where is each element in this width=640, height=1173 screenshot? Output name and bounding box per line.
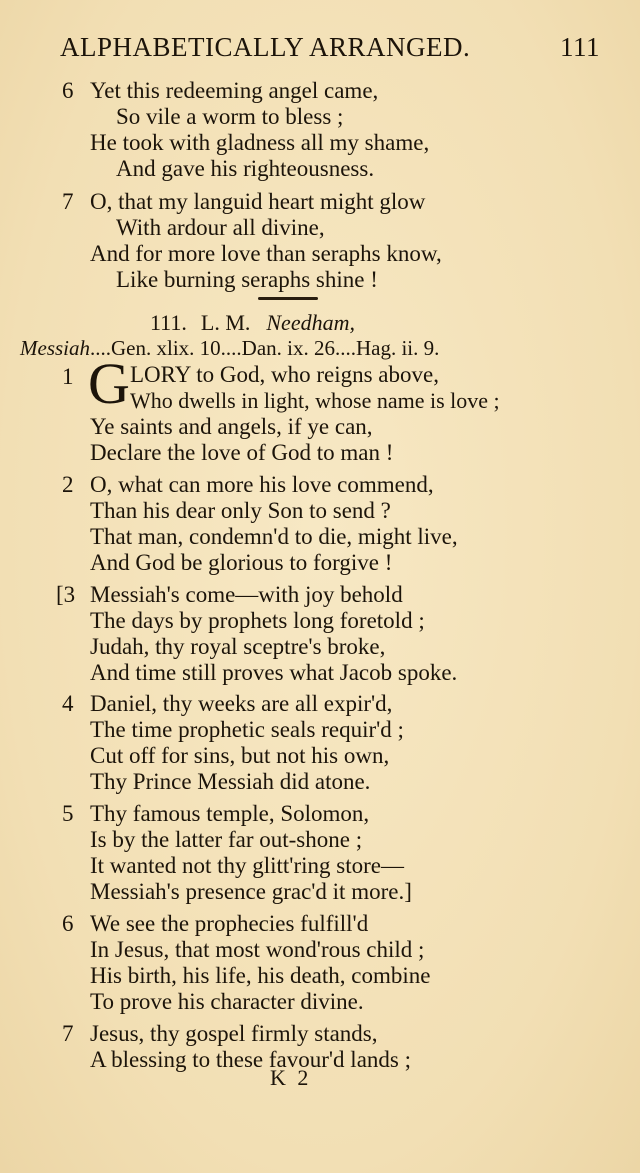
verse-line: And time still proves what Jacob spoke. [90, 660, 458, 685]
verse-line: To prove his character divine. [90, 989, 364, 1014]
verse-line: Thy Prince Messiah did atone. [90, 769, 371, 794]
verse-line: It wanted not thy glitt'ring store— [90, 853, 404, 878]
verse-line: The time prophetic seals requir'd ; [90, 717, 404, 742]
references-text: ....Gen. xlix. 10....Dan. ix. 26....Hag. ii. 9. [90, 336, 440, 360]
verse-line: Like burning seraphs shine ! [116, 267, 378, 292]
verse-line: Thy famous temple, Solomon, [90, 801, 370, 826]
hymn-meter: L. M. [200, 310, 251, 335]
running-title: ALPHABETICALLY ARRANGED. [60, 32, 471, 62]
verse-line: His birth, his life, his death, combine [90, 963, 431, 988]
stanza-number: 2 [62, 472, 74, 497]
verse-line: Judah, thy royal sceptre's broke, [90, 634, 386, 659]
verse-line: Than his dear only Son to send ? [90, 498, 391, 523]
verse-line: We see the prophecies fulfill'd [90, 911, 369, 936]
verse-line: And for more love than seraphs know, [90, 241, 442, 266]
signature-mark: K 2 [270, 1065, 312, 1090]
verse-line: And gave his righteousness. [116, 156, 375, 181]
verse-line: The days by prophets long foretold ; [90, 608, 425, 633]
verse-line: He took with gladness all my shame, [90, 130, 430, 155]
stanza-number: 7 [62, 189, 74, 214]
verse-line: Jesus, thy gospel firmly stands, [90, 1021, 378, 1046]
scripture-references [20, 336, 439, 361]
verse-line: So vile a worm to bless ; [116, 104, 344, 129]
stanza-number: 4 [62, 691, 74, 716]
verse-line: Yet this redeeming angel came, [90, 78, 379, 103]
verse-line: Who dwells in light, whose name is love ; [130, 388, 500, 413]
verse-line: Daniel, thy weeks are all expir'd, [90, 691, 393, 716]
verse-line: Messiah's presence grac'd it more.] [90, 879, 412, 904]
verse-line: O, what can more his love commend, [90, 472, 434, 497]
stanza-number: 6 [62, 911, 74, 936]
verse-line: Ye saints and angels, if ye can, [90, 414, 373, 439]
stanza-number: 1 [62, 364, 74, 389]
verse-line: A blessing to these favour'd lands ; [90, 1047, 411, 1072]
verse-line: Cut off for sins, but not his own, [90, 743, 390, 768]
verse-line: LORY to God, who reigns above, [130, 362, 439, 387]
hymn-tune: Needham, [266, 310, 355, 335]
verse-line: Declare the love of God to man ! [90, 440, 394, 465]
page-number: 111 [560, 32, 600, 62]
verse-line: O, that my languid heart might glow [90, 189, 426, 214]
section-divider [258, 297, 318, 300]
verse-line: Is by the latter far out-shone ; [90, 827, 363, 852]
verse-line: In Jesus, that most wond'rous child ; [90, 937, 425, 962]
stanza-number: 7 [62, 1021, 74, 1046]
stanza-number: 5 [62, 801, 74, 826]
drop-cap: G [88, 351, 130, 416]
verse-line: And God be glorious to forgive ! [90, 550, 393, 575]
verse-line: Messiah's come—with joy behold [90, 582, 403, 607]
running-header [60, 32, 600, 63]
hymn-number: 111. [150, 310, 187, 335]
verse-line: That man, condemn'd to die, might live, [90, 524, 458, 549]
hymn-subject: Messiah [20, 336, 90, 360]
stanza-number: [3 [56, 582, 76, 607]
verse-line: With ardour all divine, [116, 215, 325, 240]
hymn-heading [150, 310, 355, 336]
stanza-number: 6 [62, 78, 74, 103]
